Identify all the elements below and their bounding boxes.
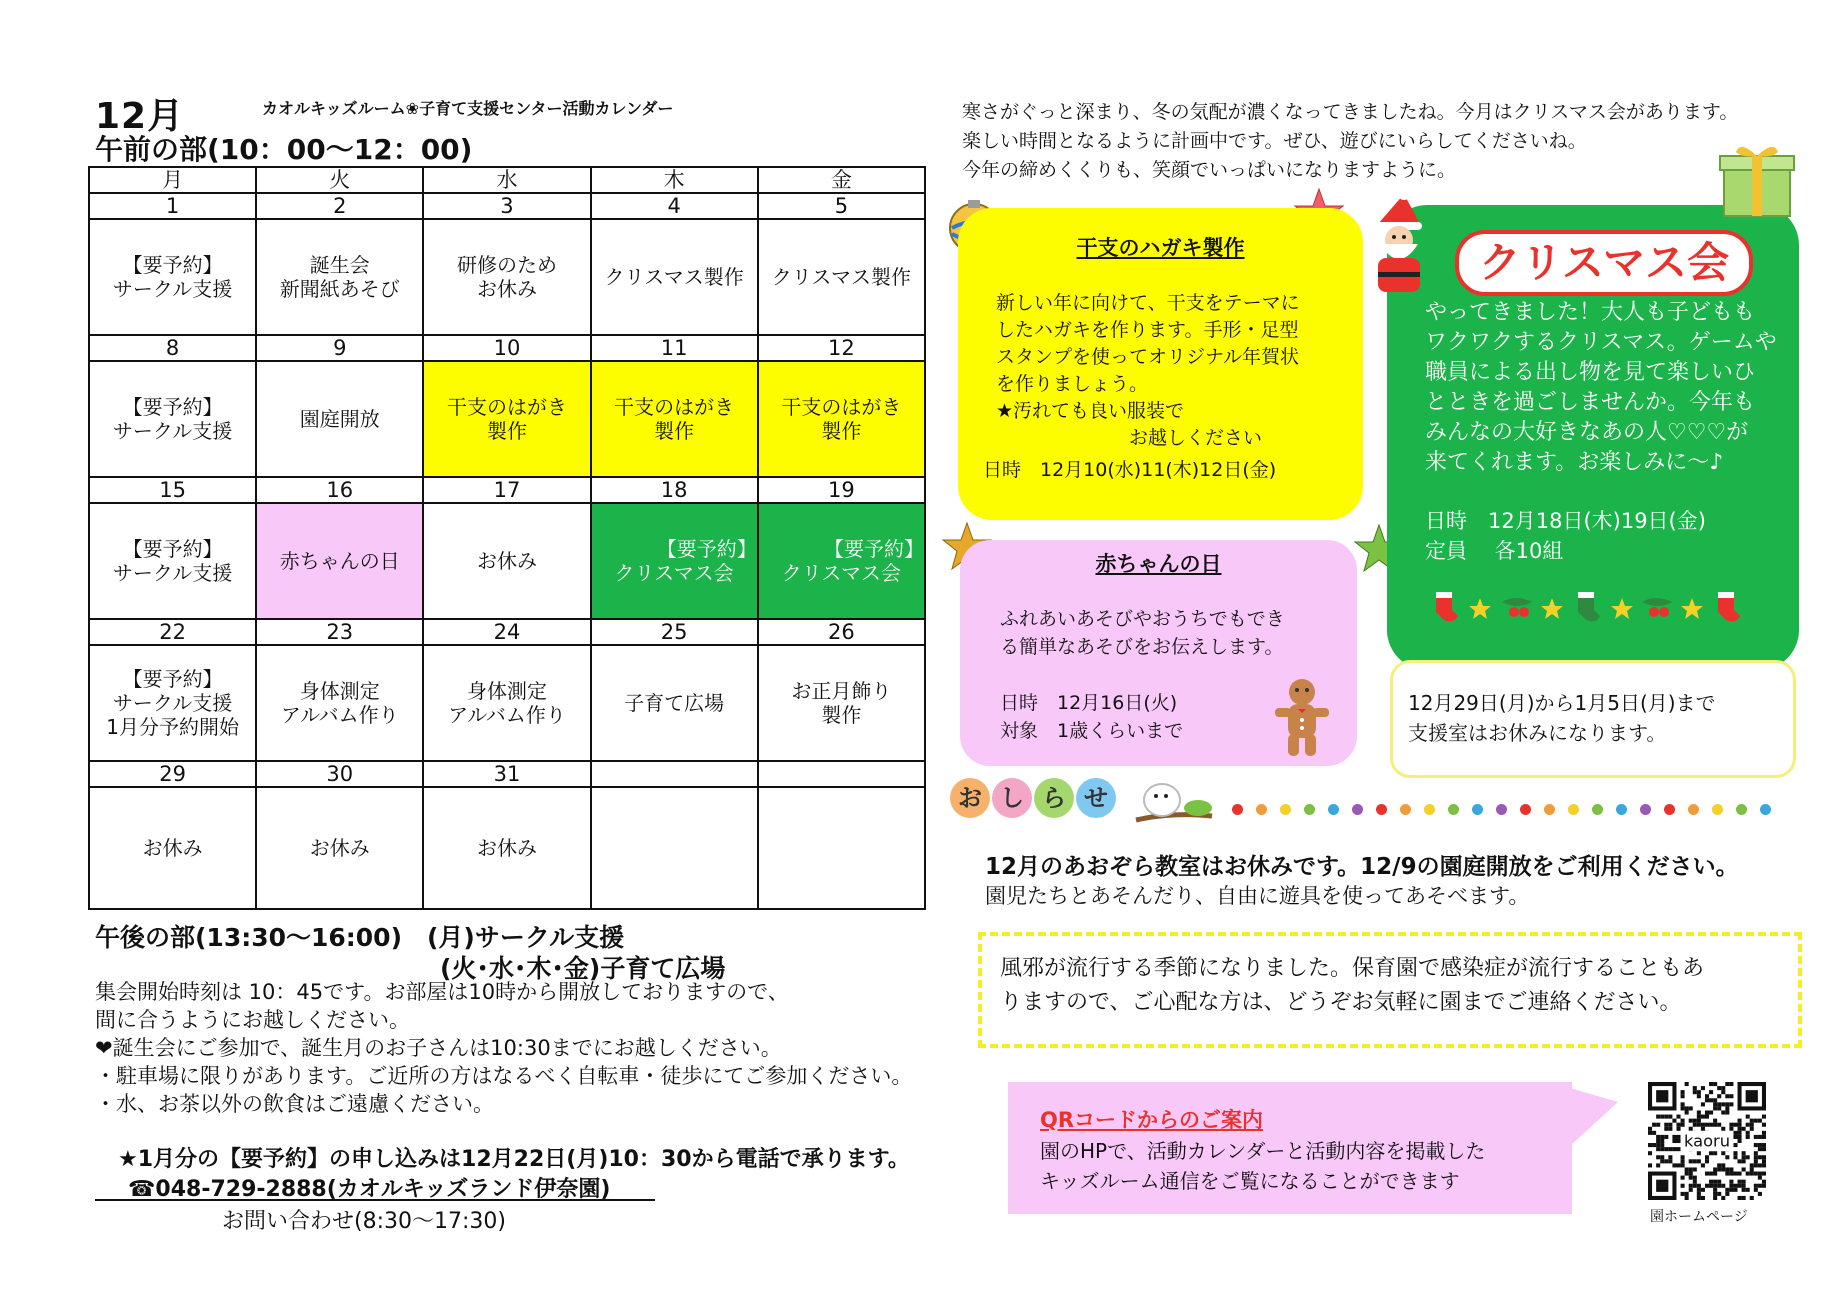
hagaki-title: 干支のハガキ製作 <box>1076 236 1245 260</box>
activity-label: クリスマス製作 <box>771 265 911 289</box>
divider-dot <box>1352 804 1363 815</box>
calendar-day-cell <box>758 645 925 761</box>
oshirase-heading <box>950 778 1118 818</box>
date-number: 10 <box>423 335 590 361</box>
activity-label: 園庭開放 <box>299 407 380 431</box>
christmas-line: やってきました！大人も子どもも <box>1425 300 1756 325</box>
divider <box>95 1199 655 1201</box>
calendar-day-cell <box>423 361 590 477</box>
month-title: 12月 <box>95 96 185 137</box>
activity-label: 干支のはがき <box>781 395 902 419</box>
afternoon-session-line1: 午後の部(13:30～16:00) (月)サークル支援 <box>95 923 625 952</box>
oshirase-char: せ <box>1076 778 1116 818</box>
calendar-day-cell <box>89 645 256 761</box>
divider-dot <box>1736 804 1747 815</box>
date-number: 5 <box>758 193 925 219</box>
reservation-required-label: 【要予約】 <box>122 395 223 419</box>
christmas-line: とときを過ごしませんか。今年も <box>1425 390 1756 415</box>
stocking-icon <box>1436 592 1458 621</box>
calendar-day-cell <box>591 503 758 619</box>
baby-day-line: 対象 1歳くらいまで <box>1000 720 1184 742</box>
hagaki-description <box>996 290 1300 452</box>
date-number: 17 <box>423 477 590 503</box>
divider-dot <box>1232 804 1243 815</box>
divider-dot <box>1712 804 1723 815</box>
date-number: 9 <box>256 335 423 361</box>
intro-line: 寒さがぐっと深まり、冬の気配が濃くなってきましたね。今月はクリスマス会があります。 <box>962 101 1739 123</box>
divider-dot <box>1592 804 1603 815</box>
calendar-day-cell <box>256 503 423 619</box>
divider-dot <box>1304 804 1315 815</box>
divider-dot <box>1400 804 1411 815</box>
activity-label: お休み <box>476 277 537 301</box>
calendar-day-cell <box>89 361 256 477</box>
qr-label: 園ホームページ <box>1650 1209 1748 1225</box>
calendar-day-cell <box>256 645 423 761</box>
christmas-line: 職員による出し物を見て楽しいひ <box>1425 360 1756 385</box>
christmas-description <box>1425 298 1777 478</box>
divider-dot <box>1688 804 1699 815</box>
holiday-line: 支援室はお休みになります。 <box>1408 721 1667 745</box>
dot-divider <box>1232 800 1784 819</box>
activity-label: お休み <box>309 836 370 860</box>
note-line: ・水、お茶以外の飲食はご遠慮ください。 <box>95 1092 494 1116</box>
calendar-day-cell <box>256 219 423 335</box>
note-line: ❤誕生会にご参加で、誕生月のお子さんは10:30までにお越しください。 <box>95 1036 782 1060</box>
date-number: 11 <box>591 335 758 361</box>
garden-notice: 園児たちとあそんだり、自由に遊具を使ってあそべます。 <box>985 884 1530 908</box>
activity-label: 製作 <box>654 419 695 443</box>
hagaki-date: 日時 12月10(水)11(木)12日(金) <box>983 459 1277 481</box>
reservation-notice: ★1月分の【要予約】の申し込みは12月22日(月)10：30から電話で承ります。 <box>118 1147 910 1172</box>
calendar-day-cell <box>256 787 423 909</box>
divider-dot <box>1472 804 1483 815</box>
divider-dot <box>1616 804 1627 815</box>
stocking-icon <box>1578 592 1600 621</box>
callout-tail <box>1570 1088 1618 1146</box>
date-number <box>758 761 925 787</box>
weekday-header: 月 <box>89 167 256 193</box>
calendar-day-cell <box>758 361 925 477</box>
activity-label: 製作 <box>821 703 862 727</box>
calendar-subtitle: カオルキッズルーム❀子育て支援センター活動カレンダー <box>262 99 674 118</box>
activity-label: 子育て広場 <box>624 691 725 715</box>
gift-box-icon <box>1716 140 1798 222</box>
intro-text <box>962 98 1738 185</box>
calendar-day-cell <box>89 787 256 909</box>
afternoon-session-line2: (火･水･木･金)子育て広場 <box>440 954 726 983</box>
gingerbread-icon <box>1272 676 1332 760</box>
holiday-notice <box>1408 688 1716 748</box>
date-number: 8 <box>89 335 256 361</box>
contact-hours: お問い合わせ(8:30～17:30) <box>222 1209 506 1234</box>
stocking-icon <box>1718 592 1740 621</box>
activity-calendar <box>88 166 926 910</box>
health-notice <box>1000 952 1704 1020</box>
hagaki-line: ★汚れても良い服装で <box>996 400 1185 422</box>
christmas-title: クリスマス会 <box>1455 230 1753 296</box>
date-number: 1 <box>89 193 256 219</box>
weekday-header: 木 <box>591 167 758 193</box>
activity-label: 研修のため <box>456 253 557 277</box>
date-number: 2 <box>256 193 423 219</box>
calendar-day-cell <box>591 645 758 761</box>
baby-day-line: る簡単なあそびをお伝えします。 <box>1000 636 1284 658</box>
qr-code-icon[interactable] <box>1648 1082 1766 1200</box>
calendar-day-cell <box>256 361 423 477</box>
santa-icon <box>1356 190 1442 300</box>
activity-label: クリスマス製作 <box>604 265 744 289</box>
oshirase-char: し <box>992 778 1032 818</box>
divider-dot <box>1520 804 1531 815</box>
reservation-required-label: 【要予約】 <box>122 667 223 691</box>
reservation-required-label: 【要予約】 <box>824 537 924 561</box>
activity-label: お正月飾り <box>791 679 892 703</box>
activity-label: アルバム作り <box>448 703 566 727</box>
activity-label: サークル支援 <box>112 419 233 443</box>
qr-center-text: kaoru <box>1683 1131 1731 1151</box>
calendar-day-cell <box>591 787 758 909</box>
hagaki-line: スタンプを使ってオリジナル年賀状 <box>996 346 1300 368</box>
christmas-line: ワクワクするクリスマス。ゲームや <box>1425 330 1777 355</box>
health-line: りますので、ご心配な方は、どうぞお気軽に園までご連絡ください。 <box>1000 990 1682 1015</box>
divider-dot <box>1376 804 1387 815</box>
activity-label: 干支のはがき <box>614 395 735 419</box>
date-number: 23 <box>256 619 423 645</box>
date-number: 31 <box>423 761 590 787</box>
date-number: 22 <box>89 619 256 645</box>
calendar-day-cell <box>591 361 758 477</box>
baby-day-description <box>1000 605 1285 745</box>
morning-session-title: 午前の部(10：00～12：00) <box>95 133 473 166</box>
reservation-required-label: 【要予約】 <box>122 253 223 277</box>
holly-icon <box>1502 598 1532 617</box>
holiday-line: 12月29日(月)から1月5日(月)まで <box>1408 691 1716 715</box>
activity-label: お休み <box>476 549 537 573</box>
divider-dot <box>1568 804 1579 815</box>
activity-label: 身体測定 <box>466 679 547 703</box>
date-number: 4 <box>591 193 758 219</box>
date-number: 25 <box>591 619 758 645</box>
christmas-decoration-row <box>1428 590 1768 626</box>
activity-label: 身体測定 <box>299 679 380 703</box>
baby-day-title: 赤ちゃんの日 <box>1095 552 1222 576</box>
divider-dot <box>1448 804 1459 815</box>
calendar-day-cell <box>89 219 256 335</box>
activity-label: クリスマス会 <box>781 561 901 585</box>
calendar-day-cell <box>758 787 925 909</box>
divider-dot <box>1496 804 1507 815</box>
activity-label: 製作 <box>821 419 862 443</box>
divider-dot <box>1760 804 1771 815</box>
note-line: ・駐車場に限りがあります。ご近所の方はなるべく自転車・徒歩にてご参加ください。 <box>95 1064 913 1088</box>
oshirase-char: お <box>950 778 990 818</box>
divider-dot <box>1424 804 1435 815</box>
date-number: 26 <box>758 619 925 645</box>
date-number: 30 <box>256 761 423 787</box>
aozora-notice: 12月のあおぞら教室はお休みです。12/9の園庭開放をご利用ください。 <box>985 854 1739 880</box>
qr-description <box>1040 1136 1485 1196</box>
activity-label: 1月分予約開始 <box>106 715 239 739</box>
intro-line: 今年の締めくくりも、笑顔でいっぱいになりますように。 <box>962 159 1457 181</box>
activity-label: 新聞紙あそび <box>279 277 400 301</box>
qr-line: キッズルーム通信をご覧になることができます <box>1040 1169 1460 1193</box>
qr-line: 園のHPで、活動カレンダーと活動内容を掲載した <box>1040 1139 1486 1163</box>
christmas-line: 来てくれます。お楽しみに～♪ <box>1425 450 1724 475</box>
activity-label: 誕生会 <box>309 253 370 277</box>
calendar-day-cell <box>423 645 590 761</box>
intro-line: 楽しい時間となるように計画中です。ぜひ、遊びにいらしてくださいね。 <box>962 130 1587 152</box>
date-number: 12 <box>758 335 925 361</box>
notes-list <box>95 978 912 1118</box>
activity-label: サークル支援 <box>112 561 233 585</box>
date-number: 3 <box>423 193 590 219</box>
divider-dot <box>1664 804 1675 815</box>
divider-dot <box>1640 804 1651 815</box>
christmas-line: みんなの大好きなあの人♡♡♡が <box>1425 420 1749 445</box>
baby-day-line: 日時 12月16日(火) <box>1000 692 1178 714</box>
activity-label: お休み <box>476 836 537 860</box>
date-number: 16 <box>256 477 423 503</box>
divider-dot <box>1328 804 1339 815</box>
christmas-date <box>1425 506 1706 566</box>
activity-label: サークル支援 <box>112 277 233 301</box>
note-line: 間に合うようにお越しください。 <box>95 1008 410 1032</box>
date-number: 18 <box>591 477 758 503</box>
divider-dot <box>1256 804 1267 815</box>
hagaki-line: 新しい年に向けて、干支をテーマに <box>996 292 1300 314</box>
calendar-day-cell <box>423 219 590 335</box>
weekday-header: 火 <box>256 167 423 193</box>
date-number: 19 <box>758 477 925 503</box>
christmas-capacity-line: 定員 各10組 <box>1425 539 1564 563</box>
hagaki-line: お越しください <box>996 427 1263 449</box>
reservation-required-label: 【要予約】 <box>122 537 223 561</box>
weekday-header: 水 <box>423 167 590 193</box>
date-number: 24 <box>423 619 590 645</box>
calendar-day-cell <box>758 503 925 619</box>
activity-label: 製作 <box>486 419 527 443</box>
calendar-day-cell <box>423 787 590 909</box>
calendar-day-cell <box>591 219 758 335</box>
activity-label: 赤ちゃんの日 <box>279 549 400 573</box>
oshirase-char: ら <box>1034 778 1074 818</box>
note-line: 集会開始時刻は 10：45です。お部屋は10時から開放しておりますので、 <box>95 980 789 1004</box>
activity-label: クリスマス会 <box>614 561 734 585</box>
qr-title[interactable]: QRコードからのご案内 <box>1040 1108 1264 1132</box>
date-number <box>591 761 758 787</box>
calendar-day-cell <box>758 219 925 335</box>
date-number: 15 <box>89 477 256 503</box>
divider-dot <box>1544 804 1555 815</box>
phone-number[interactable]: ☎048-729-2888(カオルキッズランド伊奈園) <box>128 1177 611 1202</box>
baby-day-line: ふれあいあそびやおうちでもでき <box>1000 608 1285 630</box>
christmas-date-line: 日時 12月18日(木)19日(金) <box>1425 509 1706 533</box>
hagaki-line: を作りましょう。 <box>996 373 1149 395</box>
calendar-day-cell <box>89 503 256 619</box>
health-line: 風邪が流行する季節になりました。保育園で感染症が流行することもあ <box>1000 956 1705 981</box>
holly-icon <box>1642 598 1672 617</box>
bird-on-branch-icon <box>1132 776 1216 832</box>
baby-day-line <box>1000 661 1285 689</box>
reservation-required-label: 【要予約】 <box>656 537 757 561</box>
calendar-day-cell <box>423 503 590 619</box>
hagaki-line: したハガキを作ります。手形・足型 <box>996 319 1299 341</box>
date-number: 29 <box>89 761 256 787</box>
weekday-header: 金 <box>758 167 925 193</box>
activity-label: サークル支援 <box>112 691 233 715</box>
activity-label: 干支のはがき <box>446 395 567 419</box>
activity-label: お休み <box>142 836 203 860</box>
divider-dot <box>1280 804 1291 815</box>
activity-label: アルバム作り <box>280 703 399 727</box>
